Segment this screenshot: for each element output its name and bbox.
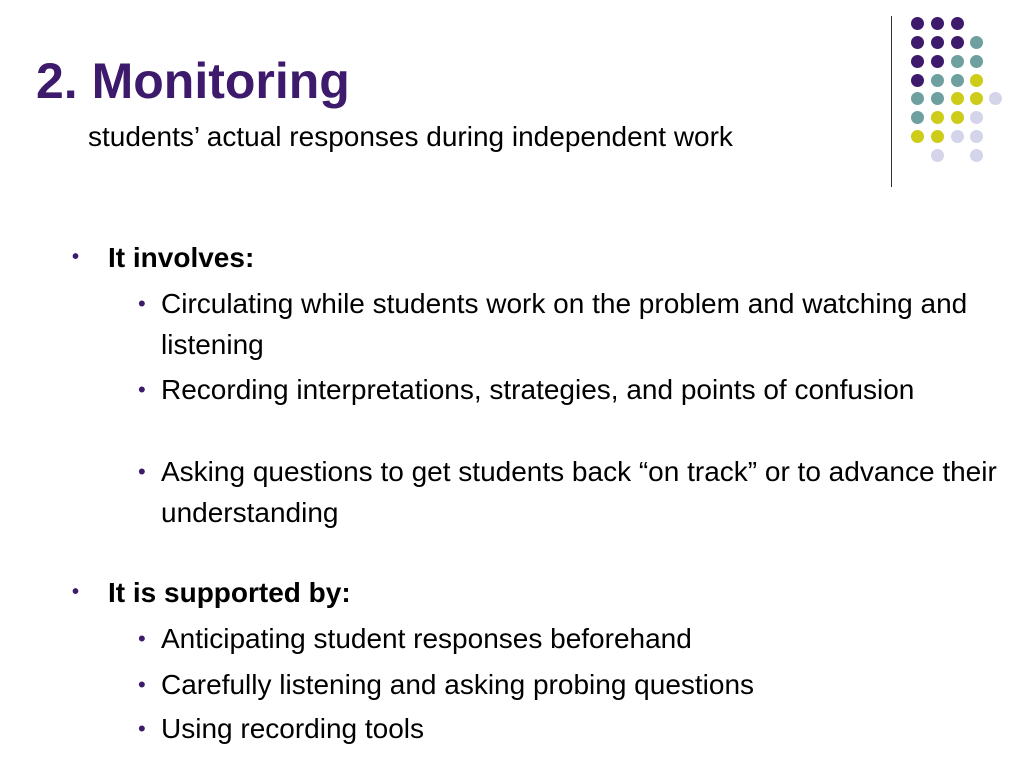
- list-item: [138, 664, 1008, 705]
- bullet-icon: •: [138, 377, 146, 402]
- list-item: [138, 451, 1008, 533]
- list-item: [138, 618, 1008, 659]
- list-item-text: Using recording tools: [161, 713, 425, 744]
- bullet-icon: •: [138, 672, 146, 697]
- section-heading: [72, 241, 254, 275]
- slide-subtitle: students’ actual responses during independent work: [88, 121, 733, 152]
- list-item-text: Asking questions to get students back “on track” or to advance their understanding: [161, 456, 997, 528]
- list-item-text: Circulating while students work on the problem and watching and listening: [161, 288, 968, 360]
- bullet-icon: •: [72, 580, 80, 603]
- section-heading-text: It is supported by:: [108, 577, 351, 608]
- bullet-icon: •: [138, 716, 146, 741]
- list-item: [138, 369, 1008, 410]
- list-item: [138, 708, 1008, 749]
- section-heading-text: It involves:: [108, 242, 255, 273]
- bullet-icon: •: [138, 291, 146, 316]
- section-heading: [72, 576, 351, 610]
- list-item-text: Carefully listening and asking probing questions: [161, 669, 755, 700]
- list-item-text: Recording interpretations, strategies, and points of confusion: [161, 374, 915, 405]
- bullet-icon: •: [138, 626, 146, 651]
- list-item: [138, 283, 1008, 365]
- slide-title: 2. Monitoring: [36, 53, 350, 109]
- bullet-icon: •: [138, 459, 146, 484]
- list-item-text: Anticipating student responses beforehand: [161, 623, 692, 654]
- bullet-icon: •: [72, 245, 80, 268]
